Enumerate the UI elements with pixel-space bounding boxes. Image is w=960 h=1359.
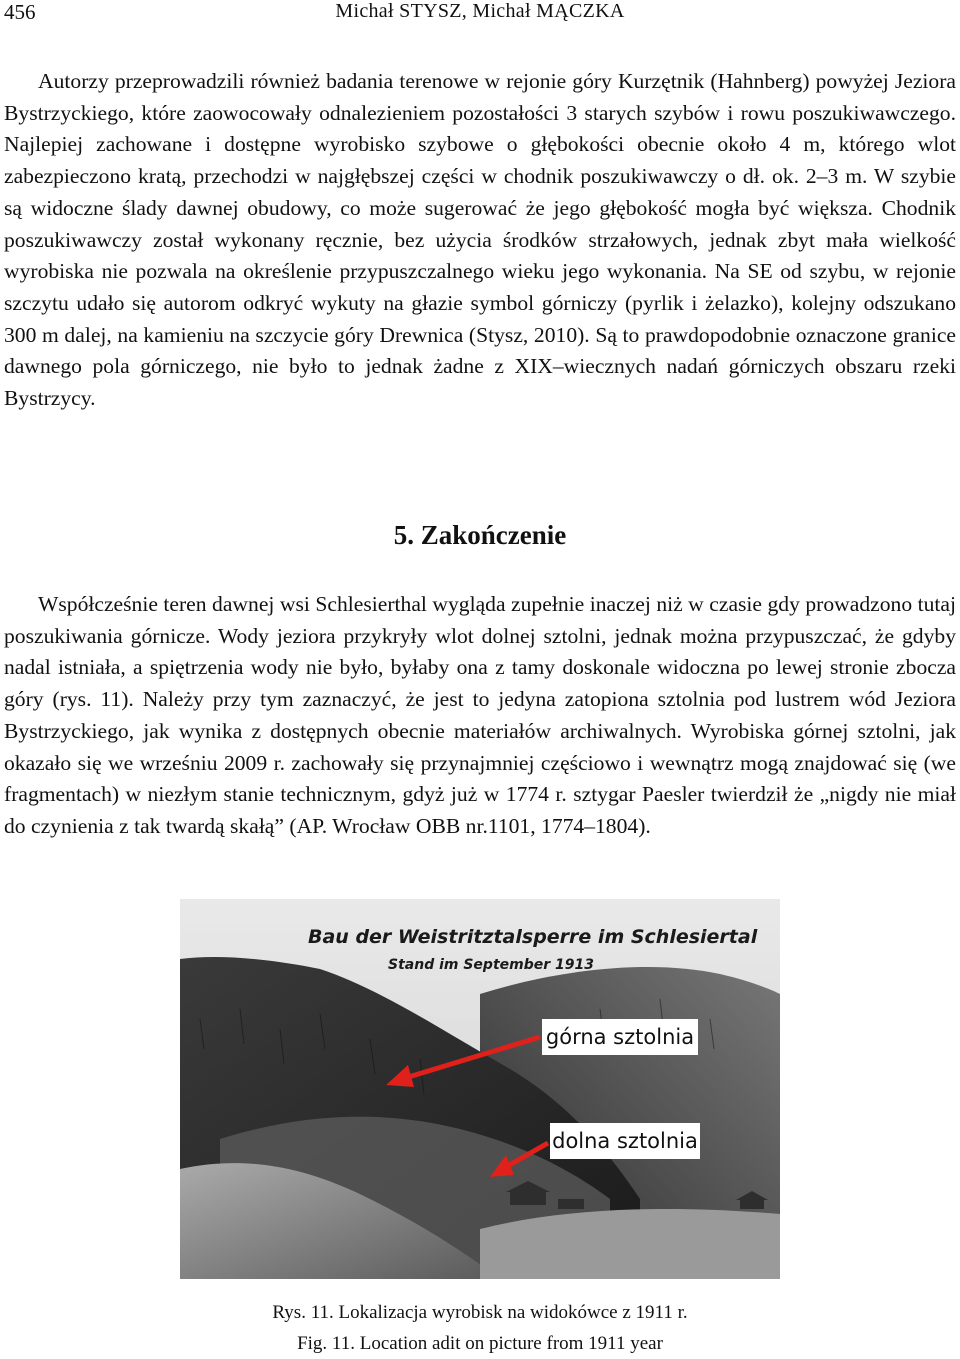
section-heading: 5. Zakończenie bbox=[393, 520, 567, 550]
figure-caption-en: Fig. 11. Location adit on picture from 1911 year bbox=[297, 1333, 663, 1354]
running-head-authors: Michał STYSZ, Michał MĄCZKA bbox=[335, 0, 625, 22]
photo-caption-line-1: Bau der Weistritztalsperre im Schlesiertal bbox=[308, 926, 758, 948]
paragraph-2-text: Współcześnie teren dawnej wsi Schlesierthal wygląda zupełnie inaczej niż w czasie gdy prowadzono tutaj poszukiwania górnicze. Wody jeziora przykryły wlot dolnej sztolni, jednak można przypuszczać, że gdyby nadal istniała, a spiętrzenia wody nie było, byłaby ona z tamy doskonale widoczna po lewej stronie zbocza góry (rys. 11). Należy przy tym zaznaczyć, że jest to jedyna zatopiona sztolnia pod lustrem wód Jeziora Bystrzyckiego, jak wynika z dostępnych obecnie materiałów archiwalnych. Wyrobiska górnej sztolni, jak okazało się we wrześniu 2009 r. zachowały się przynajmniej częściowo i wewnątrz mogą znajdować się (we fragmentach) w niezłym stanie technicznym, gdyż już w 1774 r. sztygar Paesler twierdził że „nigdy nie miał do czynienia z tak twardą skałą” (AP. Wrocław OBB nr.1101, 1774–1804). bbox=[4, 592, 956, 838]
label-upper: górna sztolnia bbox=[545, 1025, 695, 1049]
label-lower: dolna sztolnia bbox=[552, 1129, 698, 1153]
paragraph-1 bbox=[4, 66, 956, 415]
figure-photo bbox=[180, 899, 780, 1279]
photo-caption-line-2: Stand im September 1913 bbox=[388, 957, 594, 973]
figure-caption-pl: Rys. 11. Lokalizacja wyrobisk na widokówce z 1911 r. bbox=[272, 1302, 688, 1323]
paragraph-1-text: Autorzy przeprowadzili również badania terenowe w rejonie góry Kurzętnik (Hahnberg) powyżej Jeziora Bystrzyckiego, które zaowocowały odnalezieniem pozostałości 3 starych szybów i rowu poszukiwawczego. Najlepiej zachowane i dostępne wyrobisko szybowe o głębokości obecnie około 4 m, którego wlot zabezpieczono kratą, przechodzi w najgłębszej części w chodnik poszukiwawczy o dł. ok. 2–3 m. W szybie są widoczne ślady dawnej obudowy, co może sugerować że jego głębokość mogła być większa. Chodnik poszukiwawczy został wykonany ręcznie, bez użycia środków strzałowych, jednak zbyt mała wielkość wyrobiska nie pozwala na określenie przypuszczalnego wieku jego wykonania. Na SE od szybu, w rejonie szczytu udało się autorom odkryć wykuty na głazie symbol górniczy (pyrlik i żelazko), kolejny odszukano 300 m dalej, na kamieniu na szczycie góry Drewnica (Stysz, 2010). Są to prawdopodobnie oznaczone granice dawnego pola górniczego, nie było to jednak żadne z XIX–wiecznych nadań górniczych obszaru rzeki Bystrzycy. bbox=[4, 69, 956, 411]
paragraph-2 bbox=[4, 589, 956, 843]
page-number: 456 bbox=[4, 0, 36, 24]
page-header bbox=[0, 0, 960, 28]
